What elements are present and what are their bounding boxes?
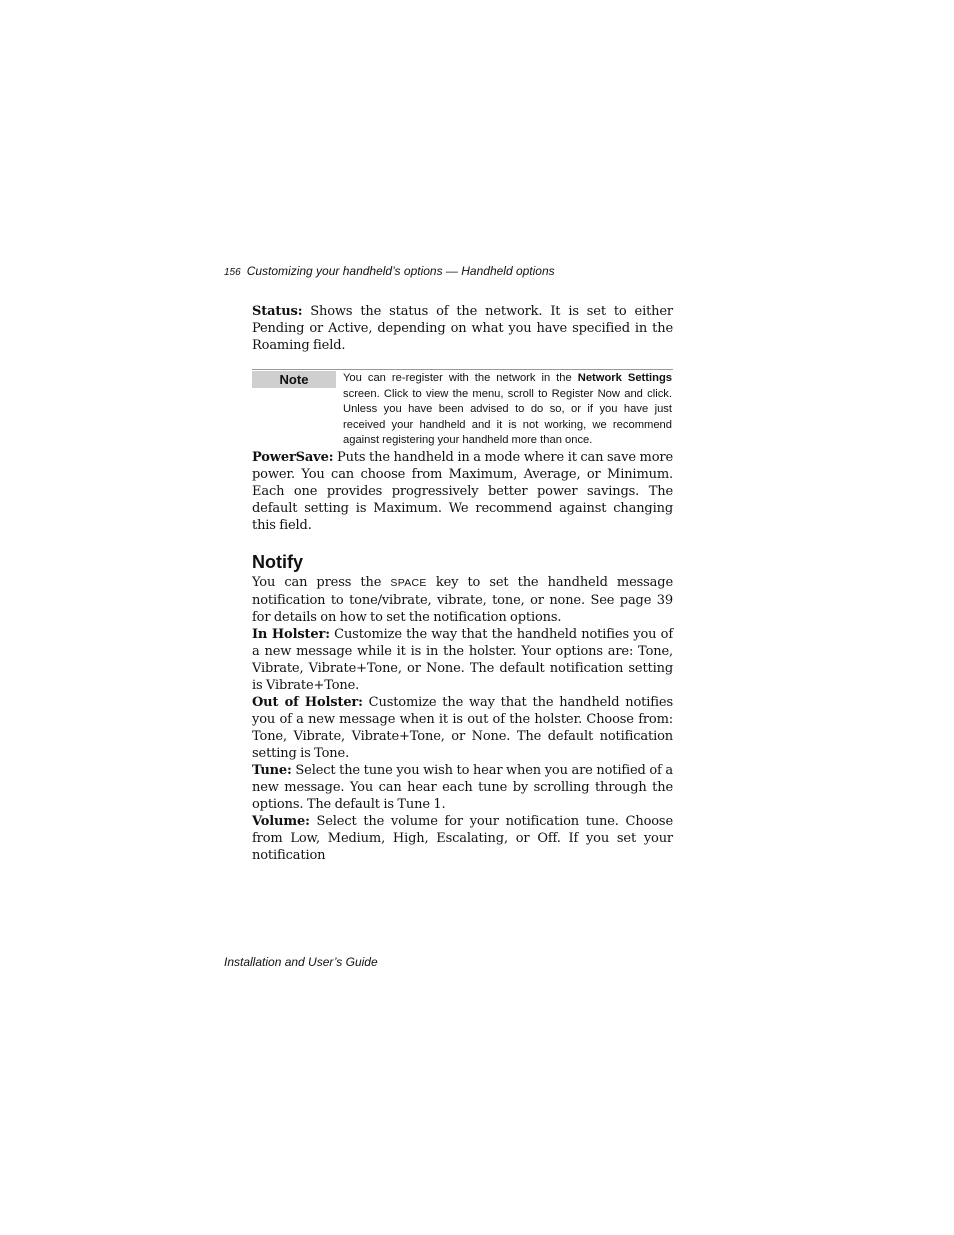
running-header: [224, 263, 684, 281]
powersave-text: Puts the handheld in a mode where it can save more power. You can choose from Maximum, Average, or Minimum. Each one provides progressively better power savings. The default setting is Maximum. We recommend against changing this field.: [252, 449, 673, 533]
volume-paragraph: [252, 813, 673, 864]
tune-term: Tune:: [252, 762, 292, 778]
tune-paragraph: [252, 762, 673, 813]
powersave-paragraph: [252, 449, 673, 534]
out-of-holster-paragraph: [252, 694, 673, 762]
volume-term: Volume:: [252, 813, 310, 829]
space-key-label: SPACE: [390, 576, 427, 589]
notify-intro-paragraph: [252, 574, 673, 626]
notify-intro-before: You can press the: [252, 574, 391, 590]
note-bold-term: Network Settings: [577, 372, 672, 384]
running-footer: Installation and User’s Guide: [224, 955, 378, 969]
note-text-after: screen. Click to view the menu, scroll to Register Now and click. Unless you have been advised to do so, or if you have just received your handheld and it is not working, we recommend against registering your handheld more than once.: [343, 387, 672, 447]
in-holster-paragraph: [252, 626, 673, 694]
out-of-holster-term: Out of Holster:: [252, 694, 363, 710]
notify-heading: Notify: [252, 551, 303, 572]
running-title: Customizing your handheld’s options — Handheld options: [246, 264, 555, 278]
status-term: Status:: [252, 304, 303, 319]
in-holster-text: Customize the way that the handheld notifies you of a new message while it is in the holster. Your options are: Tone, Vibrate, Vibrate+Tone, or None. The default notification setting is Vibrate+Tone.: [252, 626, 673, 693]
note-text: [343, 371, 672, 449]
status-text: Shows the status of the network. It is set to either Pending or Active, depending on what you have specified in the Roaming field.: [252, 304, 673, 353]
out-of-holster-text: Customize the way that the handheld notifies you of a new message when it is out of the holster. Choose from: Tone, Vibrate, Vibrate+Tone, or None. The default notification setting is Tone.: [252, 694, 674, 761]
note-box: [252, 369, 673, 449]
note-text-before: You can re-register with the network in the: [343, 372, 578, 384]
in-holster-term: In Holster:: [252, 626, 330, 642]
notify-intro-after: key to set the handheld message notification to tone/vibrate, vibrate, tone, or none. See page 39 for details on how to set the notification options.: [252, 574, 673, 625]
volume-text: Select the volume for your notification tune. Choose from Low, Medium, High, Escalating, or Off. If you set your notification: [252, 813, 673, 863]
status-paragraph: [252, 303, 673, 354]
powersave-term: PowerSave:: [252, 449, 334, 465]
page-content: [252, 303, 673, 864]
tune-text: Select the tune you wish to hear when you are notified of a new message. You can hear each tune by scrolling through the options. The default is Tune 1.: [252, 762, 673, 812]
page-number: 156: [224, 267, 241, 278]
note-label: Note: [252, 371, 336, 388]
